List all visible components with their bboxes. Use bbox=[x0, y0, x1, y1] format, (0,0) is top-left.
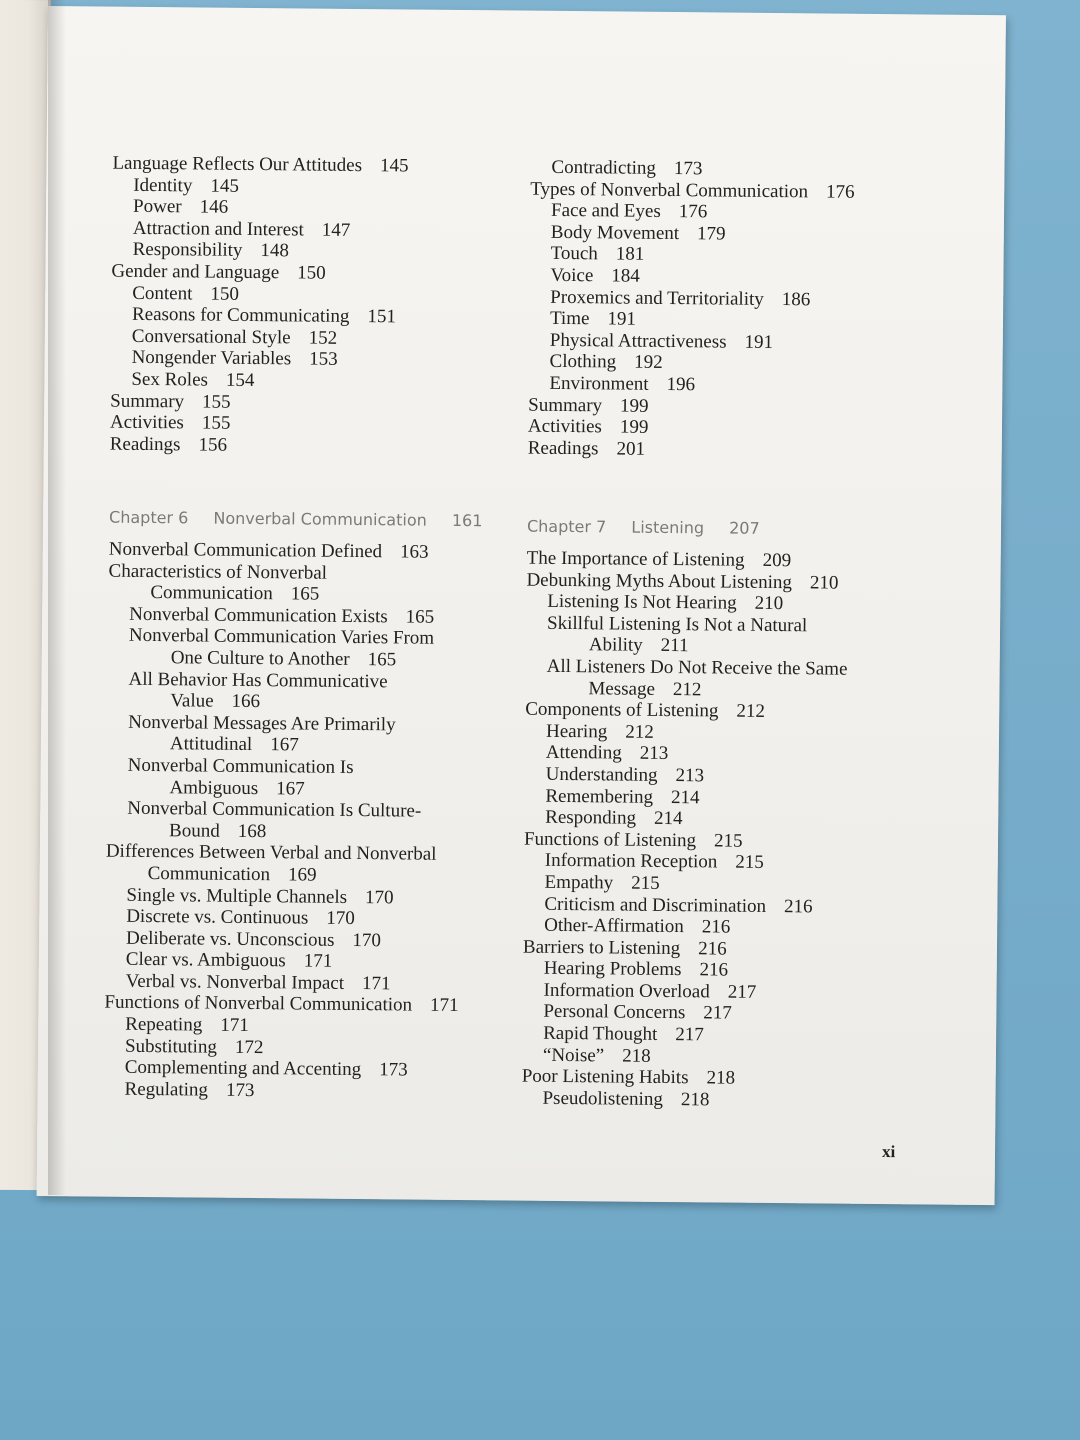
toc-entry bbox=[106, 755, 536, 802]
toc-entry-title: All Behavior Has Communicative bbox=[128, 668, 388, 692]
toc-entry-title: Responsibility bbox=[132, 239, 243, 262]
toc-right-column bbox=[521, 11, 962, 1111]
toc-page-number: 176 bbox=[825, 181, 855, 203]
toc-entry-title: Remembering bbox=[545, 785, 654, 808]
toc-entry-title: Responding bbox=[545, 806, 637, 829]
chapter-section bbox=[104, 508, 540, 1105]
toc-page-number: 179 bbox=[696, 223, 726, 245]
toc-entry bbox=[108, 560, 538, 607]
toc-entry-title: Functions of Listening bbox=[523, 828, 697, 851]
toc-entry-title: Verbal vs. Nonverbal Impact bbox=[125, 970, 345, 994]
toc-entry-continuation-text: Message bbox=[588, 677, 656, 700]
toc-page-number: 145 bbox=[379, 155, 409, 177]
toc-page-number: 216 bbox=[698, 937, 727, 960]
toc-page-number: 199 bbox=[619, 395, 649, 417]
toc-page-number: 210 bbox=[809, 571, 839, 594]
toc-page-number: 210 bbox=[754, 592, 784, 615]
toc-page-number: 171 bbox=[220, 1014, 249, 1037]
toc-page-number: 218 bbox=[706, 1067, 736, 1089]
toc-entry-title: Contradicting bbox=[551, 156, 657, 179]
toc-page-number: 192 bbox=[634, 351, 663, 374]
toc-entry-title: Attending bbox=[545, 742, 622, 764]
chapter-label: Chapter 6 bbox=[109, 507, 189, 528]
toc-page-number: 146 bbox=[199, 196, 229, 218]
chapter-title: Nonverbal Communication bbox=[213, 508, 427, 530]
toc-entry-title: Language Reflects Our Attitudes bbox=[112, 152, 363, 177]
toc-entry-title: Readings bbox=[527, 437, 599, 460]
book-spine-shadow bbox=[48, 0, 66, 1195]
toc-entry-title: Criticism and Discrimination bbox=[544, 893, 767, 917]
toc-page-number: 216 bbox=[699, 959, 729, 981]
toc-entry-title: Single vs. Multiple Channels bbox=[126, 884, 348, 908]
toc-page-number: 163 bbox=[400, 541, 429, 563]
book-page bbox=[37, 6, 1006, 1205]
toc-entry-continuation-text: One Culture to Another bbox=[170, 647, 350, 670]
toc-entry-title: Proxemics and Territoriality bbox=[550, 286, 764, 310]
toc-page-number: 165 bbox=[290, 583, 320, 605]
toc-entry-continuation-text: Value bbox=[170, 690, 214, 712]
toc-entry-title: Power bbox=[132, 196, 182, 218]
toc-entry-title: Sex Roles bbox=[131, 368, 209, 391]
toc-entry-title: Differences Between Verbal and Nonverbal bbox=[105, 840, 437, 866]
toc-entry bbox=[107, 711, 537, 758]
toc-page-number: 191 bbox=[744, 331, 774, 353]
toc-entry-title: Reasons for Communicating bbox=[131, 303, 350, 328]
toc-page-number: 152 bbox=[308, 327, 338, 349]
toc-entry-title: Time bbox=[549, 307, 590, 330]
toc-entry-continuation-text: Communication bbox=[147, 862, 271, 886]
toc-entry-title: Nonverbal Messages Are Primarily bbox=[128, 711, 396, 736]
toc-entry-continuation-text: Bound bbox=[168, 819, 220, 842]
chapter-page: 161 bbox=[451, 510, 483, 531]
toc-entry-title: Other-Affirmation bbox=[544, 914, 684, 938]
toc-page-number: 184 bbox=[611, 265, 640, 287]
toc-page-number: 191 bbox=[607, 308, 637, 330]
toc-page-number: 150 bbox=[297, 262, 326, 284]
toc-entry-title: Nonverbal Communication Varies From bbox=[128, 625, 435, 650]
toc-page-number: 154 bbox=[225, 369, 255, 391]
toc-entry-title: Regulating bbox=[124, 1078, 209, 1101]
toc-page-number: 215 bbox=[631, 872, 660, 894]
chapter-label: Chapter 7 bbox=[526, 516, 607, 537]
toc-list bbox=[110, 153, 543, 459]
toc-page-number: 218 bbox=[622, 1045, 651, 1067]
toc-page-number: 148 bbox=[260, 240, 290, 262]
toc-entry-title: Information Overload bbox=[543, 979, 710, 1003]
toc-entry-title: Types of Nonverbal Communication bbox=[530, 178, 809, 202]
toc-entry-title: Poor Listening Habits bbox=[521, 1065, 689, 1089]
toc-page-number: 171 bbox=[361, 972, 391, 995]
toc-entry-title: Body Movement bbox=[550, 221, 680, 244]
toc-page-number: 155 bbox=[202, 391, 231, 413]
toc-entry-title: Nonverbal Communication Is bbox=[127, 754, 354, 778]
toc-entry-title: Physical Attractiveness bbox=[549, 329, 727, 353]
toc-entry bbox=[108, 625, 538, 672]
toc-page-number: 211 bbox=[660, 635, 689, 657]
toc-entry-title: Nonverbal Communication Defined bbox=[108, 538, 383, 563]
toc-page-number: 165 bbox=[367, 649, 397, 671]
toc-entry-title: Voice bbox=[550, 264, 594, 287]
page-number: xi bbox=[881, 1142, 896, 1162]
toc-entry-title: Listening Is Not Hearing bbox=[547, 591, 737, 614]
toc-entry-title: Nonverbal Communication Exists bbox=[129, 603, 388, 628]
toc-page-number: 217 bbox=[703, 1002, 732, 1025]
toc-page-number: 145 bbox=[210, 175, 239, 197]
toc-page-number: 167 bbox=[270, 734, 299, 756]
toc-entry-title: Clear vs. Ambiguous bbox=[125, 949, 286, 972]
toc-entry-title: Summary bbox=[110, 390, 185, 412]
toc-entry-title: Empathy bbox=[544, 871, 614, 894]
toc-page-number: 217 bbox=[675, 1024, 704, 1046]
toc-page-number: 171 bbox=[303, 950, 333, 973]
toc-entry bbox=[528, 437, 958, 463]
toc-entry-title: Identity bbox=[133, 174, 193, 196]
chapter-page: 207 bbox=[729, 518, 760, 538]
toc-entry-title: Activities bbox=[109, 411, 184, 434]
toc-page-number: 215 bbox=[735, 851, 764, 874]
toc-page-number: 186 bbox=[781, 288, 811, 310]
toc-page-number: 173 bbox=[673, 158, 703, 180]
toc-entry-title: Understanding bbox=[545, 763, 658, 786]
toc-page-number: 173 bbox=[379, 1059, 408, 1081]
toc-page-number: 214 bbox=[670, 786, 700, 808]
toc-entry-title: Discrete vs. Continuous bbox=[126, 905, 309, 929]
toc-page-number: 156 bbox=[198, 434, 228, 456]
toc-entry-title: Complementing and Accenting bbox=[124, 1057, 362, 1081]
toc-entry-continuation-text: Attitudinal bbox=[169, 733, 253, 756]
toc-page-number: 217 bbox=[727, 981, 757, 1003]
toc-entry-title: “Noise” bbox=[542, 1044, 605, 1067]
toc-page-number: 218 bbox=[680, 1088, 710, 1111]
toc-list bbox=[104, 539, 539, 1105]
toc-entry-title: Content bbox=[132, 282, 193, 304]
toc-entry-title: Components of Listening bbox=[525, 698, 719, 722]
toc-entry-title: Pseudolistening bbox=[542, 1087, 663, 1110]
toc-page-number: 167 bbox=[276, 777, 305, 800]
toc-page-number: 201 bbox=[616, 438, 646, 460]
toc-page-number: 176 bbox=[678, 201, 708, 223]
toc-entry-title: Repeating bbox=[125, 1013, 203, 1036]
toc-entry-title: Personal Concerns bbox=[543, 1001, 686, 1024]
chapter-title: Listening bbox=[631, 517, 705, 538]
toc-entry bbox=[107, 668, 537, 715]
toc-page-number: 150 bbox=[210, 283, 240, 305]
toc-page-number: 147 bbox=[321, 219, 351, 241]
toc-entry-title: Conversational Style bbox=[131, 325, 291, 349]
toc-entry bbox=[104, 1078, 534, 1104]
toc-page-number: 213 bbox=[639, 743, 669, 765]
toc-entry-title: All Listeners Do Not Receive the Same bbox=[546, 655, 848, 680]
toc-left-column bbox=[104, 7, 544, 1101]
toc-entry-title: Environment bbox=[549, 372, 649, 395]
chapter-heading bbox=[527, 517, 957, 540]
toc-page-number: 170 bbox=[364, 886, 394, 908]
toc-entry bbox=[106, 798, 536, 845]
toc-page-number: 173 bbox=[225, 1079, 255, 1101]
toc-entry bbox=[521, 1087, 951, 1113]
toc-page-number: 213 bbox=[675, 764, 705, 787]
toc-entry-title: Nongender Variables bbox=[131, 347, 292, 370]
toc-page-number: 212 bbox=[625, 721, 654, 743]
toc-page-number: 151 bbox=[367, 306, 397, 328]
toc-entry-title: Characteristics of Nonverbal bbox=[108, 560, 328, 584]
toc-entry-title: Deliberate vs. Unconscious bbox=[125, 927, 335, 951]
toc-entry-title: Gender and Language bbox=[111, 260, 280, 284]
toc-page-number: 168 bbox=[237, 820, 267, 842]
toc-entry-title: Debunking Myths About Listening bbox=[526, 569, 793, 593]
toc-page-number: 170 bbox=[352, 929, 382, 951]
toc-entry-title: Attraction and Interest bbox=[132, 217, 304, 241]
toc-entry-title: Substituting bbox=[124, 1035, 217, 1058]
toc-entry-continuation-text: Ambiguous bbox=[169, 776, 259, 799]
toc-page-number: 155 bbox=[201, 412, 231, 434]
chapter-heading bbox=[109, 508, 539, 531]
toc-list bbox=[528, 157, 961, 463]
toc-entry bbox=[525, 656, 955, 703]
toc-page-number: 196 bbox=[666, 373, 696, 396]
toc-entry-title: Summary bbox=[528, 394, 603, 416]
toc-entry bbox=[110, 433, 540, 459]
toc-entry-title: Hearing Problems bbox=[543, 958, 682, 981]
toc-entry-title: Hearing bbox=[545, 720, 608, 743]
toc-page-number: 166 bbox=[231, 690, 261, 713]
toc-entry-title: The Importance of Listening bbox=[526, 547, 745, 571]
toc-page-number: 171 bbox=[429, 995, 459, 1017]
toc-page-number: 216 bbox=[701, 916, 731, 938]
toc-page-number: 215 bbox=[713, 830, 743, 852]
toc-entry-title: Touch bbox=[550, 243, 598, 265]
toc-page-number: 169 bbox=[288, 864, 317, 886]
toc-entry bbox=[106, 841, 536, 888]
toc-entry-title: Face and Eyes bbox=[550, 200, 661, 223]
toc-page-number: 212 bbox=[736, 700, 766, 723]
toc-entry-title: Readings bbox=[109, 433, 181, 456]
toc-page-number: 153 bbox=[309, 348, 338, 371]
chapter-section bbox=[521, 517, 957, 1114]
toc-entry-title: Nonverbal Communication Is Culture- bbox=[127, 797, 422, 822]
toc-entry-title: Skillful Listening Is Not a Natural bbox=[546, 612, 808, 637]
toc-entry bbox=[526, 612, 956, 659]
toc-entry-title: Functions of Nonverbal Communication bbox=[104, 992, 413, 1017]
toc-list bbox=[521, 548, 956, 1114]
toc-page-number: 172 bbox=[234, 1036, 264, 1058]
toc-page-number: 209 bbox=[762, 549, 792, 572]
toc-page-number: 165 bbox=[405, 606, 435, 628]
toc-entry-title: Activities bbox=[527, 415, 602, 438]
toc-page-number: 181 bbox=[615, 243, 645, 266]
toc-entry-title: Rapid Thought bbox=[543, 1022, 658, 1045]
toc-entry-continuation-text: Ability bbox=[588, 634, 643, 657]
toc-entry-title: Clothing bbox=[549, 351, 617, 373]
toc-page-number: 216 bbox=[783, 895, 813, 917]
toc-entry-title: Barriers to Listening bbox=[522, 936, 681, 959]
toc-entry-continuation-text: Communication bbox=[150, 582, 273, 605]
toc-page-number: 170 bbox=[326, 907, 355, 930]
toc-page-number: 214 bbox=[653, 807, 683, 830]
toc-page-number: 212 bbox=[672, 678, 702, 700]
toc-entry-title: Information Reception bbox=[544, 850, 718, 873]
toc-page-number: 199 bbox=[619, 416, 649, 438]
